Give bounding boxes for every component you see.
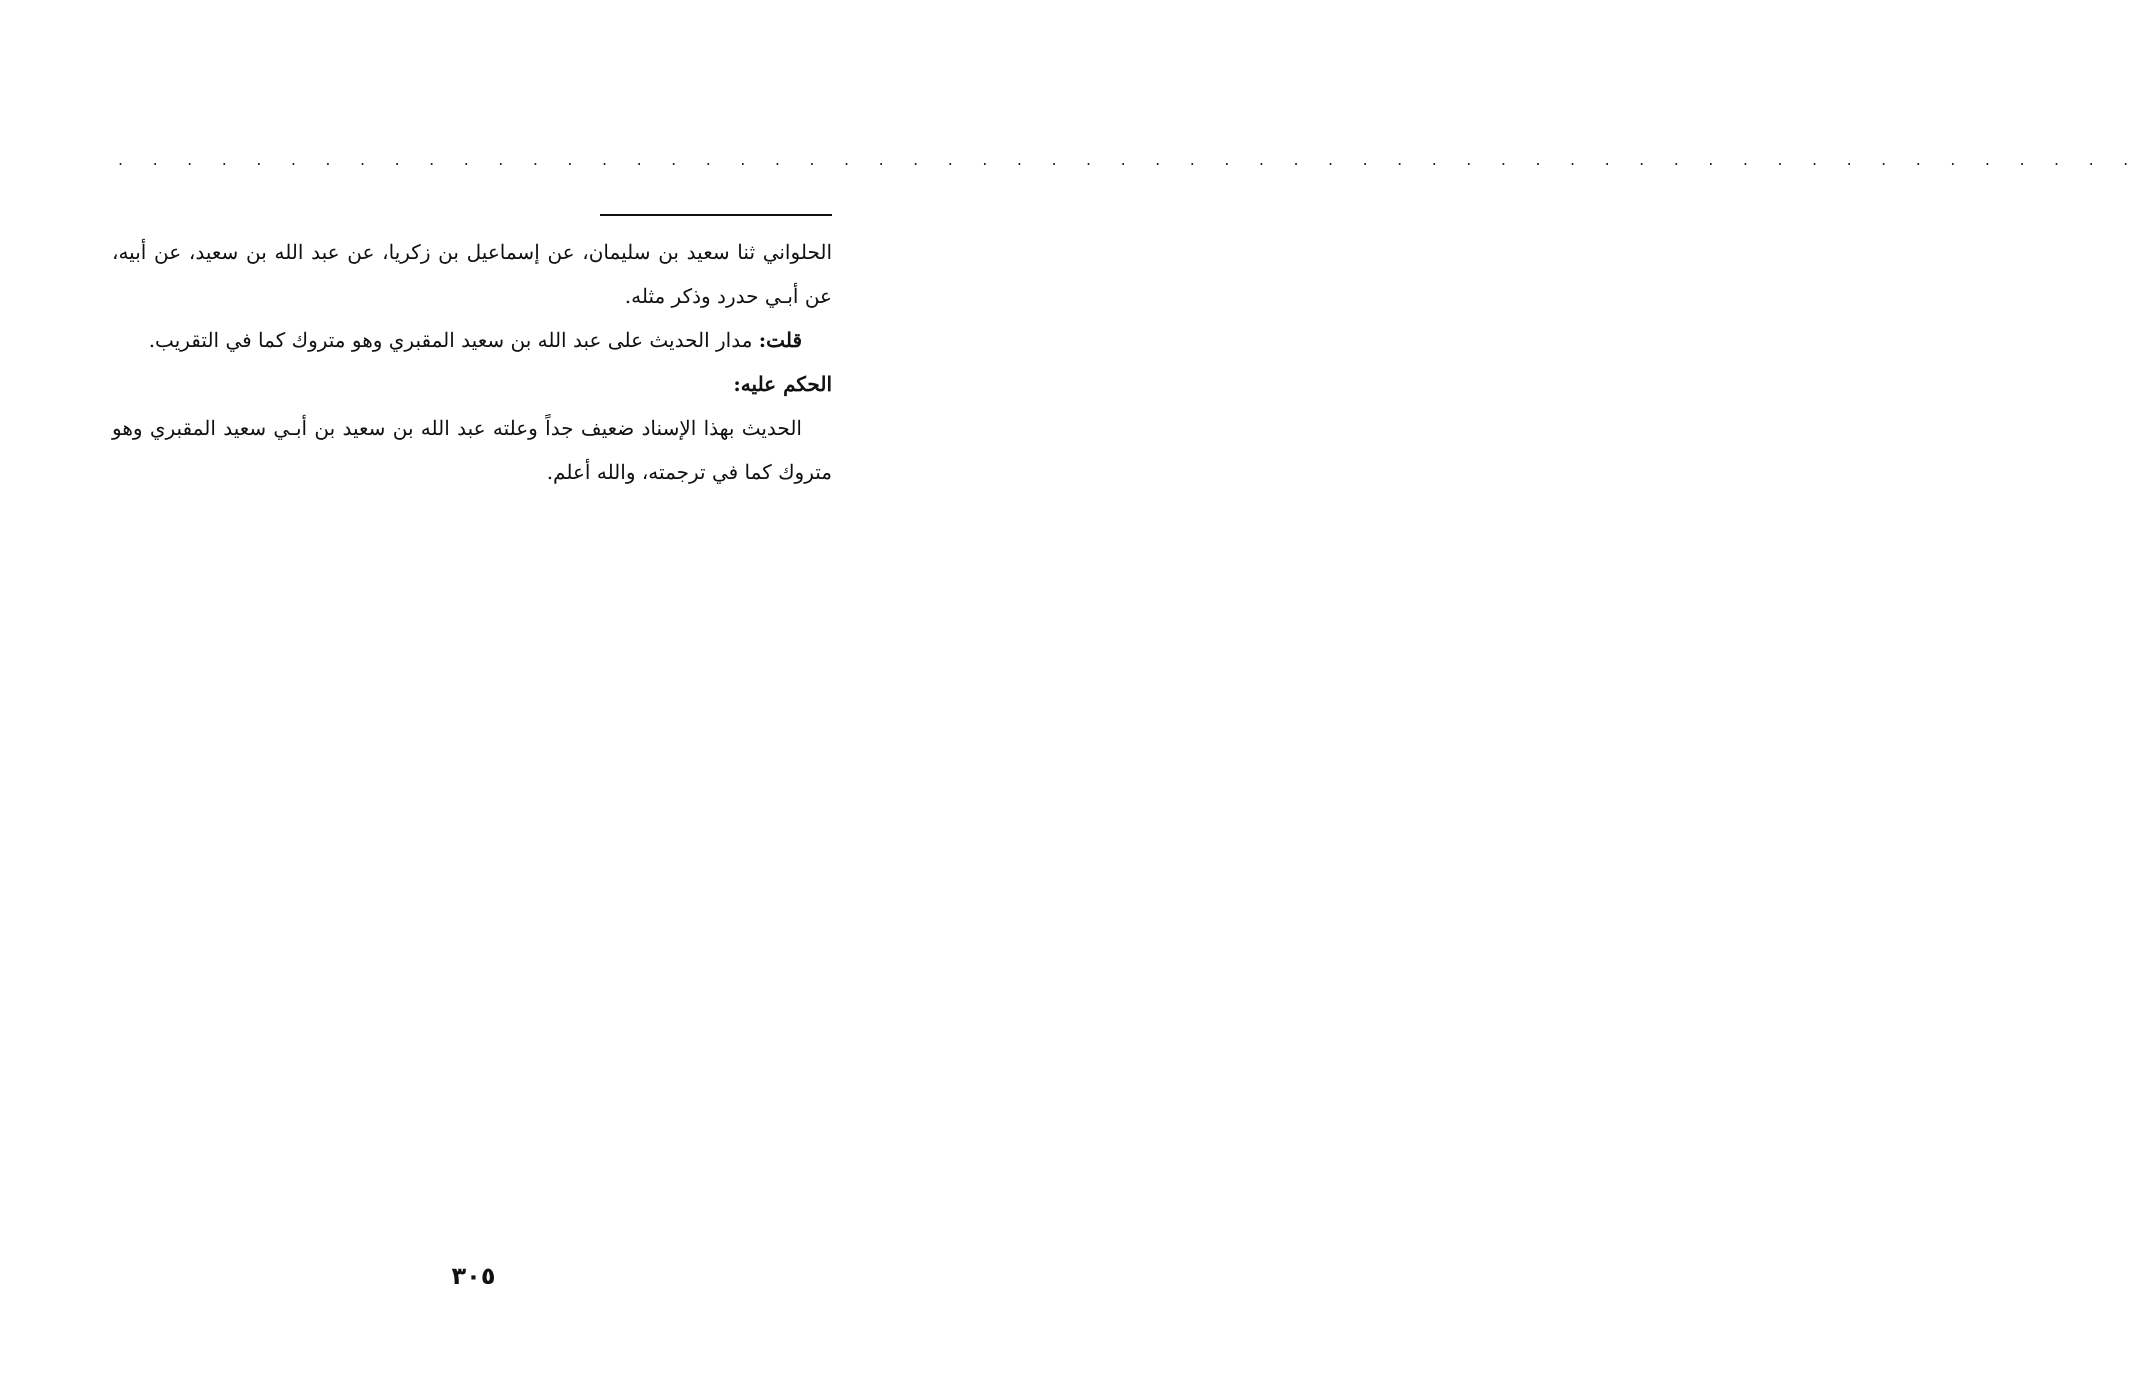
verdict-paragraph: الحديث بهذا الإسناد ضعيف جداً وعلته عبد الله بن سعيد بن أبـي سعيد المقبري وهو متروك كما في ترجمته، والله أعلم. bbox=[112, 416, 832, 484]
dotted-separator: . . . . . . . . . . . . . . . . . . . . . . . . . . . . . . . . . . . . . . . . . . . . . . . . . . . . . . . . . . . bbox=[118, 150, 2140, 169]
footnote-paragraph bbox=[112, 230, 832, 318]
qult-paragraph bbox=[112, 318, 832, 362]
qult-text: مدار الحديث على عبد الله بن سعيد المقبري وهو متروك كما في التقريب. bbox=[148, 328, 753, 352]
page-number: ٣٠٥ bbox=[451, 1262, 496, 1290]
qult-label: قلت: bbox=[758, 328, 802, 352]
footnote-line-2: أبيه، عن أبـي حدرد وذكر مثله. bbox=[112, 240, 832, 308]
footnote-text-block bbox=[112, 230, 832, 494]
footnote-line-1: الحلواني ثنا سعيد بن سليمان، عن إسماعيل بن زكريا، عن عبد الله بن سعيد، عن bbox=[154, 240, 833, 264]
verdict-heading: الحكم عليه: bbox=[733, 372, 832, 396]
footnote-rule bbox=[600, 214, 832, 216]
